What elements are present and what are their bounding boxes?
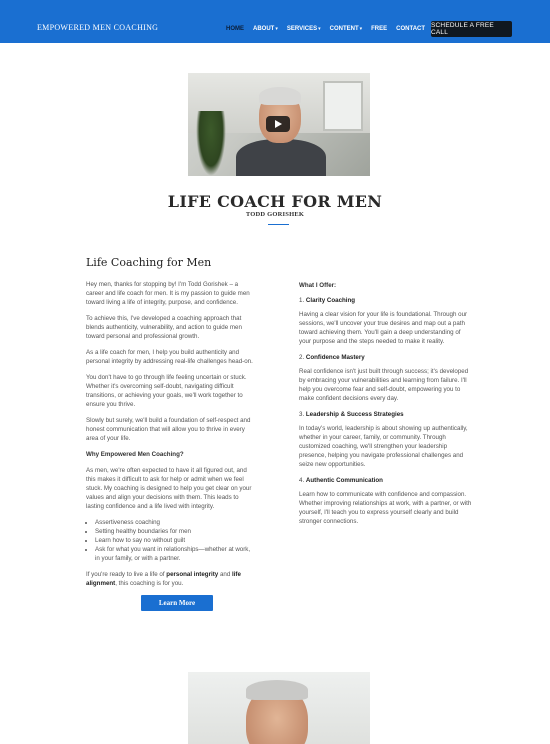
closing-text: , this coaching is for you.	[115, 580, 184, 587]
video-window	[323, 81, 363, 131]
closing-emphasis: personal integrity	[166, 571, 219, 578]
nav-contact[interactable]	[396, 26, 425, 32]
list-item: • Assertiveness coaching	[95, 518, 256, 527]
closing-text: If you're ready to live a life of	[86, 571, 167, 578]
section-heading: Life Coaching for Men	[86, 256, 212, 269]
offer-title: Confidence Mastery	[305, 354, 365, 361]
offer-item-text: Learn how to communicate with confidence and compassion. Whether improving relationships at work, with a partner, or with yourself, I'll teach you to express yourself clearly and build stronger connections.	[299, 491, 472, 525]
closing-paragraph	[86, 570, 256, 588]
offer-title: Clarity Coaching	[305, 297, 356, 304]
main-nav	[226, 26, 425, 32]
thrive-paragraph: You don't have to go through life feeling uncertain or stuck. Whether it's overcoming self-doubt, navigating difficult transitions, or achieving your goals, we'll work together to ensure you thrive.	[86, 374, 247, 408]
offer-item-title	[299, 410, 473, 419]
offer-number: 3.	[299, 411, 305, 418]
portrait-hair	[246, 680, 308, 700]
offer-number: 4.	[299, 477, 305, 484]
offer-title: Leadership & Success Strategies	[305, 411, 404, 418]
offer-item-text: In today's world, leadership is about showing up authentically, whether in your career, family, or community. Through customized coaching, we'll strengthen your leadership presence, helping you navigate professional challenges and seize new opportunities.	[299, 425, 468, 468]
play-triangle	[275, 120, 282, 128]
closing-text: and	[218, 571, 232, 578]
learn-more-button[interactable]: Learn More	[141, 595, 213, 611]
offer-number: 2.	[299, 354, 305, 361]
chevron-down-icon: ▾	[318, 26, 321, 32]
approach-paragraph: To achieve this, I've developed a coaching approach that blends authenticity, vulnerability, and action to guide men toward personal and professional growth.	[86, 315, 242, 340]
why-paragraph: As men, we're often expected to have it all figured out, and this makes it difficult to ask for help or admit when we feel stuck. My coaching is designed to help you get clear on your values and align your decisions with them. This leads to lasting confidence and a life lived with integrity.	[86, 467, 252, 510]
list-item: • Setting healthy boundaries for men	[95, 527, 256, 536]
offer-item-text: Having a clear vision for your life is foundational. Through our sessions, we'll uncover your true desires and map out a path toward achieving them. You'll gain a deep understanding of your purpose and the steps needed to make it reality.	[299, 311, 468, 345]
nav-free[interactable]	[371, 26, 387, 32]
nav-contact-label: CONTACT	[396, 26, 426, 32]
page-subtitle: TODD GORISHEK	[245, 211, 305, 218]
closing-emphasis: life alignment	[86, 571, 241, 587]
why-heading: Why Empowered Men Coaching?	[86, 451, 184, 458]
right-column	[299, 281, 473, 533]
video-person-shirt	[236, 139, 326, 176]
benefits-list	[95, 518, 256, 563]
page-title: LIFE COACH FOR MEN	[167, 192, 383, 211]
nav-about[interactable]	[253, 26, 278, 32]
intro-video[interactable]	[188, 73, 370, 176]
chevron-down-icon: ▾	[275, 26, 278, 32]
nav-services-label: SERVICES	[286, 26, 318, 32]
foundation-paragraph: Slowly but surely, we'll build a foundation of self-respect and honest communication that will allow you to thrive in every area of your life.	[86, 417, 251, 442]
list-item: • Learn how to say no without guilt	[95, 536, 256, 545]
nav-services[interactable]	[287, 26, 321, 32]
offer-item-title	[299, 353, 473, 362]
offer-title: Authentic Communication	[305, 477, 383, 484]
nav-content[interactable]	[330, 26, 363, 32]
nav-home[interactable]	[226, 26, 244, 32]
intro-paragraph: Hey men, thanks for stopping by! I'm Todd Gorishek – a career and life coach for men. It is my passion to guide men toward living a life of integrity, purpose, and confidence.	[86, 281, 250, 306]
offer-item-text: Real confidence isn't just built through success; it's developed by embracing your vulnerabilities and learning from failure. I'll help you overcome fear and self-doubt, empowering you to make confident decisions every day.	[299, 368, 469, 402]
offer-item-title	[299, 296, 473, 305]
nav-free-label: FREE	[371, 26, 388, 32]
brand-logo[interactable]: EMPOWERED MEN COACHING	[37, 23, 159, 32]
offer-item-title	[299, 476, 473, 485]
video-plant	[196, 111, 226, 176]
authenticity-paragraph: As a life coach for men, I help you build authenticity and personal integrity by addressing real-life challenges head-on.	[86, 349, 253, 365]
play-icon[interactable]	[266, 116, 290, 132]
site-header	[0, 0, 550, 43]
nav-content-label: CONTENT	[329, 26, 359, 32]
coach-portrait	[188, 672, 370, 744]
nav-about-label: ABOUT	[253, 26, 275, 32]
nav-home-label: HOME	[226, 26, 244, 32]
video-person-hair	[259, 87, 301, 105]
title-divider	[268, 224, 289, 225]
schedule-call-button[interactable]: SCHEDULE A FREE CALL	[431, 21, 512, 37]
offer-number: 1.	[299, 297, 305, 304]
left-column	[86, 258, 256, 611]
chevron-down-icon: ▾	[359, 26, 363, 32]
list-item: • Ask for what you want in relationships—whether at work, in your family, or with a partner.	[95, 545, 256, 563]
offer-heading: What I Offer:	[299, 282, 337, 289]
